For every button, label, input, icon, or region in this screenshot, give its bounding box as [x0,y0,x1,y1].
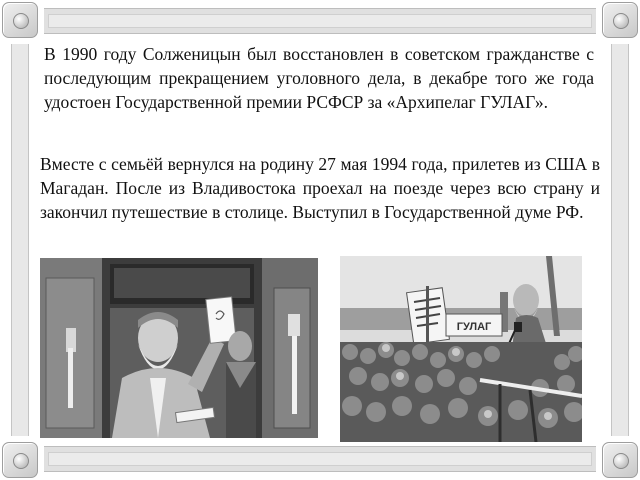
svg-text:ГУЛАГ: ГУЛАГ [456,321,492,333]
paragraph-citizenship: В 1990 году Солженицын был восстановлен в советском гражданстве с последующим прекращением уголовного дела, в декабре того же года удостоен Государственной премии РСФСР за «Архипелаг ГУЛАГ». [44,44,594,112]
frame-bottom-bar [44,446,596,472]
frame-corner-ornament [2,2,38,38]
frame-corner-ornament [602,442,638,478]
solzhenitsyn-crowd-speech-photo [340,256,582,442]
frame-corner-ornament [2,442,38,478]
paragraph-return-home: Вместе с семьёй вернулся на родину 27 мая 1994 года, прилетев из США в Магадан. После из Владивостока проехал на поезде через всю страну и закончил путешествие в столице. Выступил в Государственной думе РФ. [40,154,600,222]
frame-right-bar [611,44,629,436]
frame-corner-ornament [602,2,638,38]
frame-left-bar [11,44,29,436]
frame-top-bar [44,8,596,34]
solzhenitsyn-train-window-photo [40,258,318,438]
